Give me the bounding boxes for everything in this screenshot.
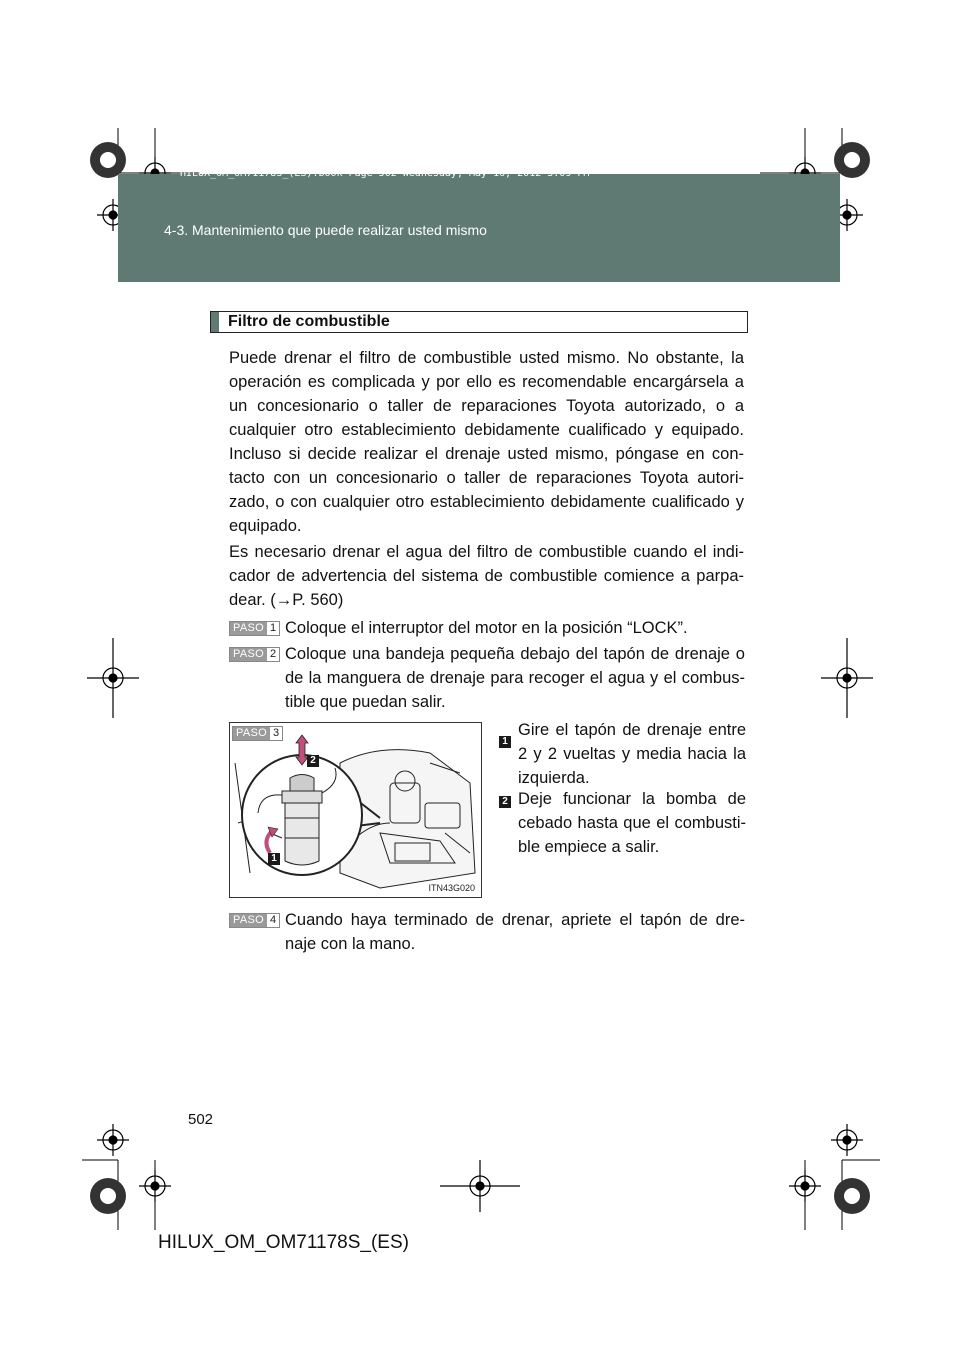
- step-number: 3: [270, 727, 282, 740]
- step-2-text: [285, 642, 745, 714]
- step-2-badge: [229, 647, 280, 662]
- figure-label-2: 2: [307, 755, 319, 767]
- section-heading-text: Filtro de combustible: [228, 313, 390, 330]
- section-heading: [210, 311, 748, 333]
- text-line: Incluso si decide realizar el drenaje usted mismo, póngase en con-: [229, 445, 744, 463]
- step-3-badge: [232, 726, 283, 741]
- figure-label-1: 1: [268, 853, 280, 865]
- engine-bay-drawing: [230, 723, 481, 897]
- book-meta-line: HILUX_OM_OM71178S_(ES).book Page 502 Wednesday, May 16, 2012 3:09 PM: [180, 168, 590, 179]
- intro-paragraph: [229, 346, 744, 538]
- text-line: Gire el tapón de drenaje entre: [518, 721, 746, 739]
- step-1-badge: [229, 621, 280, 636]
- text-line: Puede drenar el filtro de combustible usted mismo. No obstante, la: [229, 349, 744, 367]
- page-number: 502: [188, 1111, 214, 1128]
- fuel-filter-illustration: [229, 722, 482, 898]
- footer-document-code: HILUX_OM_OM71178S_(ES): [158, 1232, 409, 1253]
- text-line: cebado hasta que el combusti-: [518, 814, 746, 832]
- text-line: naje con la mano.: [285, 935, 416, 953]
- text-line: tacto con un concesionario o taller de reparaciones Toyota autori-: [229, 469, 744, 487]
- step-4-badge: [229, 913, 280, 928]
- text-line: equipado.: [229, 517, 302, 535]
- callout-2-number: 2: [499, 796, 511, 808]
- callout-1-text: [518, 718, 746, 790]
- warning-paragraph: [229, 540, 744, 612]
- text-line: Deje funcionar la bomba de: [518, 790, 746, 808]
- text-line: Es necesario drenar el agua del filtro de combustible cuando el indi-: [229, 543, 744, 561]
- text-line: operación es complicada y por ello es recomendable encargársela a: [229, 373, 744, 391]
- step-word: PASO: [230, 648, 267, 661]
- section-heading-bar: [211, 312, 219, 332]
- callout-1-number: 1: [499, 736, 511, 748]
- text-line: dear. (→P. 560): [229, 591, 344, 609]
- text-line: Cuando haya terminado de drenar, apriete el tapón de dre-: [285, 911, 745, 929]
- step-1-text: [285, 616, 745, 640]
- step-number: 4: [267, 914, 279, 927]
- text-line: de la manguera de drenaje para recoger el agua y el combus-: [285, 669, 745, 687]
- step-number: 1: [267, 622, 279, 635]
- step-word: PASO: [230, 914, 267, 927]
- chapter-section-title: 4-3. Mantenimiento que puede realizar usted mismo: [164, 222, 487, 238]
- step-4-text: [285, 908, 745, 956]
- text-line: ble empiece a salir.: [518, 838, 660, 856]
- text-line: zado, o con cualquier otro establecimiento debidamente cualificado y: [229, 493, 744, 511]
- text-line: Coloque el interruptor del motor en la posición “LOCK”.: [285, 619, 688, 637]
- step-number: 2: [267, 648, 279, 661]
- step-word: PASO: [233, 727, 270, 740]
- text-line: 2 y 2 vueltas y media hacia la: [518, 745, 746, 763]
- callout-2-text: [518, 787, 746, 859]
- text-line: cador de advertencia del sistema de combustible comience a parpa-: [229, 567, 744, 585]
- text-line: tible que puedan salir.: [285, 693, 446, 711]
- step-word: PASO: [230, 622, 267, 635]
- text-line: cualquier otro establecimiento debidamente cualificado y equipado.: [229, 421, 744, 439]
- figure-code: ITN43G020: [428, 883, 475, 893]
- text-line: Coloque una bandeja pequeña debajo del tapón de drenaje o: [285, 645, 745, 663]
- text-line: izquierda.: [518, 769, 590, 787]
- text-line: un concesionario o taller de reparaciones Toyota autorizado, o a: [229, 397, 744, 415]
